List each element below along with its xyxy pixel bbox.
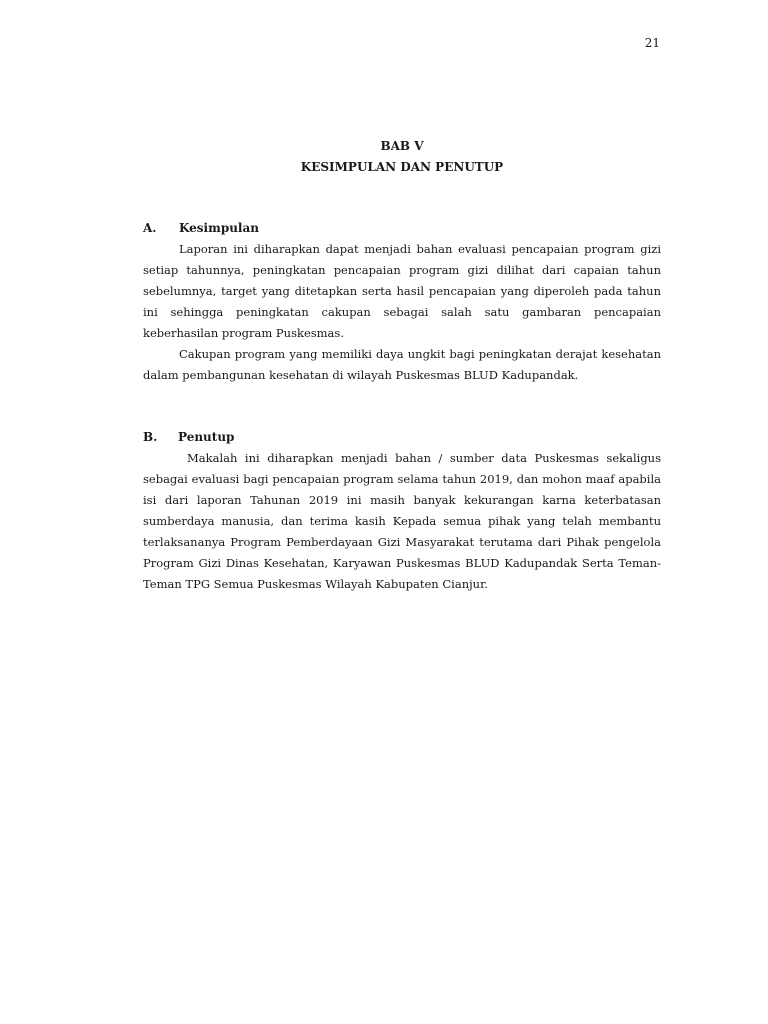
chapter-heading <box>143 136 661 178</box>
paragraph: Laporan ini diharapkan dapat menjadi bahan evaluasi pencapaian program gizi setiap tahunnya, peningkatan pencapaian program gizi dilihat dari capaian tahun sebelumnya, target yang ditetapkan serta hasil pencapaian yang diperoleh pada tahun ini sehingga peningkatan cakupan sebagai salah satu gambaran pencapaian keberhasilan program Puskesmas. <box>143 242 661 340</box>
section-penutup <box>143 427 661 595</box>
page-number: 21 <box>644 36 660 50</box>
section-letter: A. <box>143 221 157 235</box>
paragraph: Cakupan program yang memiliki daya ungkit bagi peningkatan derajat kesehatan dalam pembangunan kesehatan di wilayah Puskesmas BLUD Kadupandak. <box>143 347 661 382</box>
paragraph: Makalah ini diharapkan menjadi bahan / sumber data Puskesmas sekaligus sebagai evaluasi bagi pencapaian program selama tahun 2019, dan mohon maaf apabila isi dari laporan Tahunan 2019 ini masih banyak kekurangan karna keterbatasan sumberdaya manusia, dan terima kasih Kepada semua pihak yang telah membantu terlaksananya Program Pemberdayaan Gizi Masyarakat terutama dari Pihak pengelola Program Gizi Dinas Kesehatan, Karyawan Puskesmas BLUD Kadupandak Serta Teman-Teman TPG Semua Puskesmas Wilayah Kabupaten Cianjur. <box>143 451 661 591</box>
section-kesimpulan <box>143 218 661 386</box>
section-heading <box>143 427 661 448</box>
section-letter: B. <box>143 430 158 444</box>
section-heading <box>143 218 661 239</box>
chapter-number: BAB V <box>380 139 424 153</box>
chapter-title: KESIMPULAN DAN PENUTUP <box>300 160 504 174</box>
section-title: Kesimpulan <box>179 221 259 235</box>
section-title: Penutup <box>178 430 235 444</box>
